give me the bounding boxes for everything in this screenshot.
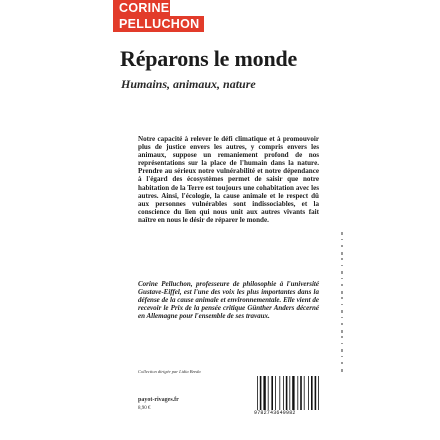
- collection-credit: Collection dirigée par Lidia Breda: [138, 369, 201, 374]
- author-banner: [113, 0, 204, 32]
- barcode-icon: [256, 376, 320, 410]
- author-first-name: CORINE: [113, 0, 170, 16]
- publisher-url: payot-rivages.fr: [138, 397, 179, 403]
- isbn-digits: 9782743649982: [254, 410, 296, 416]
- author-last-name: PELLUCHON: [113, 16, 204, 32]
- book-subtitle: Humains, animaux, nature: [121, 77, 256, 91]
- price: 8,90 €: [138, 406, 151, 411]
- author-bio: Corine Pelluchon, professeure de philosophie à l'université Gustave-Eiffel, est l'une des voix les plus importantes dans la défense de la cause animale et environnementale. Elle vient de recevoir le Prix de la pensée critique Günther Anders décerné en Allemagne pour l'ensemble de ses travaux.: [138, 280, 319, 321]
- book-blurb: Notre capacité à relever le défi climatique et à promouvoir plus de justice envers les autres, y compris envers les animaux, suppose un remaniement profond de nos représentations sur la place de l'humain dans la nature. Prendre au sérieux notre vulnérabilité et notre dépendance à l'égard des écosystèmes permet de saisir que notre habitation de la Terre est toujours une cohabitation avec les autres. Ainsi, l'écologie, la cause animale et le respect dû aux personnes vulnérables sont indissociables, et la conscience du lien qui nous unit aux autres vivants fait naître en nous le désir de réparer le monde.: [138, 135, 319, 224]
- book-title: Réparons le monde: [120, 46, 298, 71]
- side-marks: [339, 232, 345, 382]
